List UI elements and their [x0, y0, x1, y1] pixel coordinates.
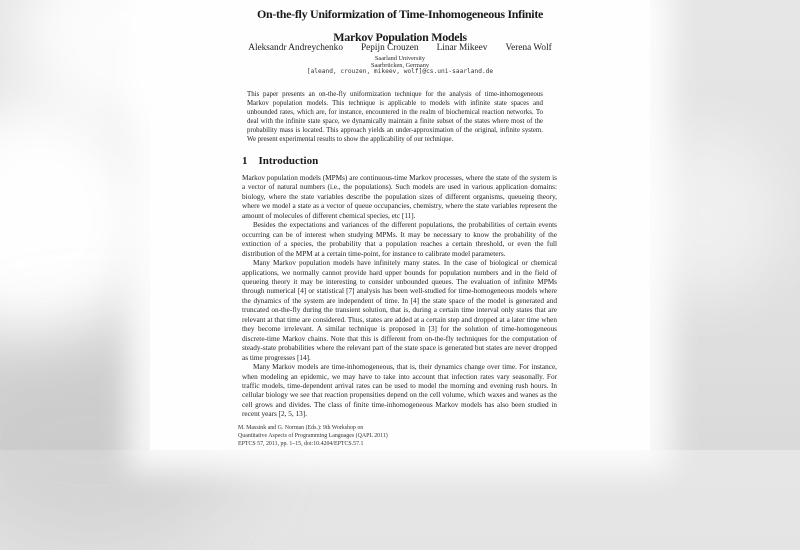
author-emails: [aleand, crouzen, mikeev, wolf]@cs.uni-saarland.de: [306, 67, 494, 75]
background-blur-blob: [0, 100, 150, 340]
section-title: Introduction: [258, 155, 319, 167]
footer-workshop-line: Quantitative Aspects of Programming Languages (QAPL 2011): [238, 433, 388, 439]
body-paragraph: Many Markov models are time-inhomogeneous, that is, their dynamics change over time. For instance, when modeling an epidemic, we may have to take into account that infection rates vary seasonally. For traffic models, time-dependent arrival rates can be used to model the morning and evening rush hours. In cellular biology we see that reaction propensities depend on the cell volume, which waxes and wanes as the cell grows and divides. The class of finite time-inhomogeneous Markov models has also been studied in recent years [2, 5, 13].: [242, 363, 557, 419]
footer-editors-line: M. Massink and G. Norman (Eds.): 9th Workshop on: [238, 425, 364, 431]
body-paragraph: Markov population models (MPMs) are continuous-time Markov processes, where the state of the system is a vector of natural numbers (i.e., the populations). Such models are used in various application domains: biology, where the state variables describe the population sizes of different organisms, queueing theory, where we model a state as a vector of queue occupancies, chemistry, where the state variables represent the amount of molecules of different chemical species, etc [11].: [242, 174, 557, 220]
footer-eptcs-doi-line: EPTCS 57, 2011, pp. 1–15, doi:10.4204/EPTCS.57.1: [238, 441, 364, 447]
publication-footer: [238, 424, 388, 448]
author-name: Linar Mikeev: [436, 43, 488, 53]
background-blur-blob: [630, 130, 780, 300]
author-name: Pepijn Crouzen: [360, 43, 419, 53]
authors-row: [150, 43, 650, 53]
introduction-body: [242, 174, 557, 420]
paper-title-line1: On-the-fly Uniformization of Time-Inhomogeneous Infinite: [256, 7, 544, 21]
affiliation-location: Saarbrücken, Germany: [370, 61, 430, 69]
paper-page: [150, 0, 650, 450]
affiliation-institution: Saarland University: [374, 55, 426, 62]
body-paragraph: Besides the expectations and variances of the different populations, the probabilities of certain events occurring can be of interest when studying MPMs. It may be necessary to know the probability of the extinction of a species, the probability that a population reaches a certain threshold, or even the full distribution of the MPM at a certain time-point, for instance to calibrate model parameters.: [242, 221, 557, 258]
author-name: Aleksandr Andreychenko: [248, 43, 343, 53]
section-number: 1: [242, 155, 248, 167]
paper-title: [150, 3, 650, 48]
author-name: Verena Wolf: [505, 43, 552, 53]
body-paragraph: Many Markov population models have infinitely many states. In the case of biological or chemical applications, we normally cannot provide hard upper bounds for population numbers and in the field of queueing theory it may be interesting to consider unbounded queues. The evaluation of infinite MPMs through numerical [4] or statistical [7] analysis has been well-studied for time-homogeneous models where the dynamics of the system are independent of time. In [4] the state space of the model is generated and truncated on-the-fly during the transient solution, that is, during a certain time interval only states that are relevant at that time are considered. Thus, states are added at a certain step and dropped at a later time when they become irrelevant. A similar technique is proposed in [3] for the solution of time-homogeneous discrete-time Markov chains. Note that this is different from on-the-fly techniques for the computation of steady-state probabilities where the relevant part of the state space is generated but states are never dropped as time progresses [14].: [242, 259, 557, 362]
section-heading-introduction: [242, 155, 318, 167]
paper-title-line2: Markov Population Models: [333, 29, 467, 44]
abstract-text: This paper presents an on-the-fly uniformization technique for the analysis of time-inhomogeneous Markov population models. This technique is applicable to models with infinite state spaces and unbounded rates, which are, for instance, encountered in the realm of biochemical reaction networks. To deal with the infinite state space, we dynamically maintain a finite subset of the states where most of the probability mass is located. This approach yields an under-approximation of the original, infinite system. We present experimental results to show the applicability of our technique.: [247, 91, 543, 143]
